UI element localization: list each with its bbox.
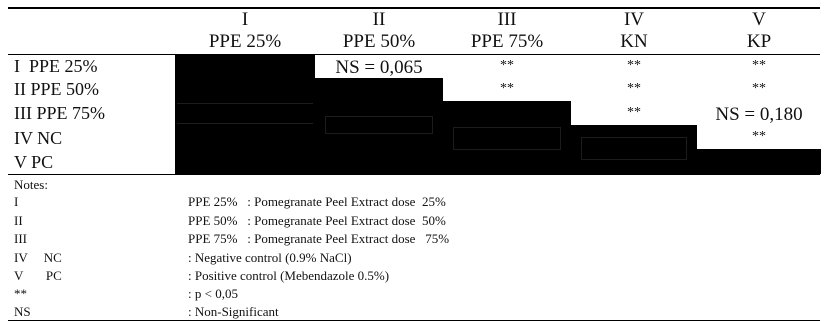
note-text-4: : Negative control (0.9% NaCl) — [188, 250, 352, 265]
col-header-roman-3: III — [497, 9, 517, 30]
row-label-3: III PPE 75% — [14, 103, 105, 123]
shaded-block-col-4 — [571, 125, 697, 174]
note-key-2: II — [14, 213, 23, 228]
col-header-roman-1: I — [241, 9, 249, 30]
row-label-1: I PPE 25% — [14, 56, 98, 76]
cell-r1-c5: ** — [752, 58, 766, 73]
top-rule — [8, 7, 820, 9]
note-key-1: I — [14, 194, 19, 209]
note-text-1: PPE 25% : Pomegranate Peel Extract dose 25% — [188, 194, 446, 209]
header-rule — [8, 54, 820, 55]
cell-r2-c3: ** — [500, 81, 514, 96]
cell-r1-c2: NS = 0,065 — [335, 57, 423, 78]
note-text-5: : Positive control (Mebendazole 0.5%) — [188, 268, 390, 283]
col-header-label-3: PPE 75% — [470, 31, 544, 52]
shaded-block-col-3 — [443, 101, 571, 174]
shaded-block-col-1 — [175, 55, 315, 174]
note-key-6: ** — [14, 286, 27, 301]
cell-r2-c4: ** — [627, 81, 641, 96]
note-text-7: : Non-Significant — [188, 304, 279, 319]
cell-r1-c4: ** — [627, 58, 641, 73]
note-key-3: III — [14, 231, 27, 246]
shaded-block-col-2 — [315, 78, 443, 174]
col-header-roman-5: V — [752, 9, 766, 30]
col-header-label-2: PPE 50% — [342, 31, 416, 52]
cell-r2-c5: ** — [752, 81, 766, 96]
note-key-4: IV NC — [14, 250, 62, 265]
col-header-label-4: KN — [620, 31, 648, 52]
note-text-2: PPE 50% : Pomegranate Peel Extract dose 50% — [188, 213, 446, 228]
note-key-5: V PC — [14, 268, 62, 283]
row-label-2: II PPE 50% — [14, 79, 99, 99]
cell-r3-c4: ** — [627, 105, 641, 120]
bottom-rule — [8, 320, 820, 321]
table-bottom-rule — [8, 174, 820, 175]
row-label-4: IV NC — [14, 128, 63, 148]
notes-title: Notes: — [14, 177, 48, 192]
col-header-label-5: KP — [746, 31, 772, 52]
note-key-7: NS — [14, 304, 31, 319]
cell-r3-c5: NS = 0,180 — [715, 104, 803, 125]
col-header-label-1: PPE 25% — [208, 31, 282, 52]
col-header-roman-4: IV — [623, 9, 645, 30]
shaded-block-col-5 — [697, 149, 821, 174]
cell-r1-c3: ** — [500, 58, 514, 73]
row-label-5: V PC — [14, 152, 54, 172]
note-text-3: PPE 75% : Pomegranate Peel Extract dose 75% — [188, 231, 450, 246]
note-text-6: : p < 0,05 — [188, 286, 238, 301]
cell-r4-c5: ** — [752, 129, 766, 144]
col-header-roman-2: II — [372, 9, 386, 30]
